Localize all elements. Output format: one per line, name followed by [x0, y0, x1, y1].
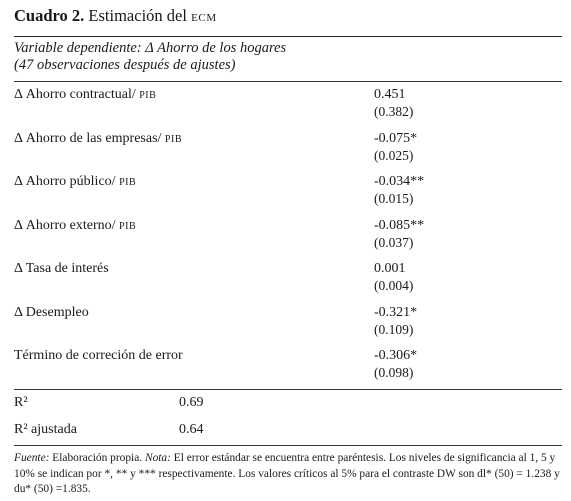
table-row — [14, 218, 562, 262]
row-label — [14, 218, 136, 234]
row-label-text: Δ Desempleo — [14, 304, 89, 320]
table-subtitle — [14, 40, 286, 74]
header-rule — [14, 81, 562, 82]
table-title — [14, 6, 217, 26]
row-standard-error: (0.004) — [374, 278, 414, 293]
subtitle-line-1: Variable dependiente: Δ Ahorro de los hogares — [14, 40, 287, 56]
stat-label: R² — [14, 395, 28, 410]
row-standard-error: (0.098) — [374, 365, 414, 380]
row-standard-error: (0.109) — [374, 321, 414, 337]
row-label — [14, 348, 183, 364]
row-label-text: Δ Tasa de interés — [14, 261, 109, 276]
subtitle-line-2: (47 observaciones después de ajustes) — [14, 57, 236, 73]
stat-adjusted-r-squared — [14, 422, 204, 438]
row-coefficient: -0.321* — [374, 304, 418, 320]
row-coefficient: -0.085** — [374, 217, 425, 233]
table-row — [14, 305, 562, 349]
row-label-text: Δ Ahorro público/ — [14, 174, 116, 189]
table-row — [14, 131, 562, 175]
stat-value: 0.64 — [179, 422, 204, 437]
row-label — [14, 131, 182, 147]
table-number: Cuadro 2. — [14, 6, 85, 25]
row-label — [14, 87, 156, 103]
coefficient-table — [14, 87, 562, 392]
row-label-suffix: PIB — [164, 133, 182, 145]
table-row — [14, 174, 562, 218]
stat-value: 0.69 — [179, 395, 204, 410]
row-label — [14, 174, 136, 190]
footnote-source-text: Elaboración propia. — [52, 452, 143, 464]
row-label — [14, 305, 89, 321]
row-label-text: Δ Ahorro externo/ — [14, 217, 116, 233]
row-standard-error: (0.037) — [374, 234, 414, 250]
table-footnote — [14, 451, 564, 498]
row-coefficient: -0.034** — [374, 174, 425, 189]
row-coefficient: -0.306* — [374, 348, 418, 363]
row-label-text: Δ Ahorro de las empresas/ — [14, 130, 162, 146]
row-label-text: Δ Ahorro contractual/ — [14, 87, 136, 102]
stat-r-squared — [14, 395, 204, 411]
stat-label: R² ajustada — [14, 422, 77, 437]
table-title-abbr: ECM — [191, 12, 217, 24]
row-label-suffix: PIB — [139, 90, 157, 101]
row-label-text: Término de correción de error — [14, 348, 183, 363]
top-rule — [14, 36, 562, 37]
table-row — [14, 261, 562, 305]
row-standard-error: (0.025) — [374, 147, 414, 163]
table-row — [14, 348, 562, 392]
row-coefficient: 0.451 — [374, 87, 406, 102]
row-label — [14, 261, 109, 277]
row-coefficient: 0.001 — [374, 261, 406, 276]
row-standard-error: (0.382) — [374, 104, 414, 119]
footnote-note-label: Nota: — [144, 452, 171, 464]
table-row — [14, 87, 562, 131]
footnote-note-text: El error estándar se encuentra entre paréntesis. Los niveles de significancia al 1, 5 y 10% se indican por *, ** y *** respectivamente. Los valores críticos al 5% para el contraste DW son dl* (50) = 1.238 y du* (50) =1.835. — [14, 452, 560, 495]
row-label-suffix: PIB — [119, 220, 137, 232]
footer-rule — [14, 445, 562, 446]
footnote-source-label: Fuente: — [14, 452, 50, 464]
row-standard-error: (0.015) — [374, 191, 414, 206]
row-coefficient: -0.075* — [374, 130, 418, 146]
row-label-suffix: PIB — [119, 177, 137, 188]
stats-rule — [14, 389, 562, 390]
table-title-text: Estimación del — [88, 6, 187, 25]
